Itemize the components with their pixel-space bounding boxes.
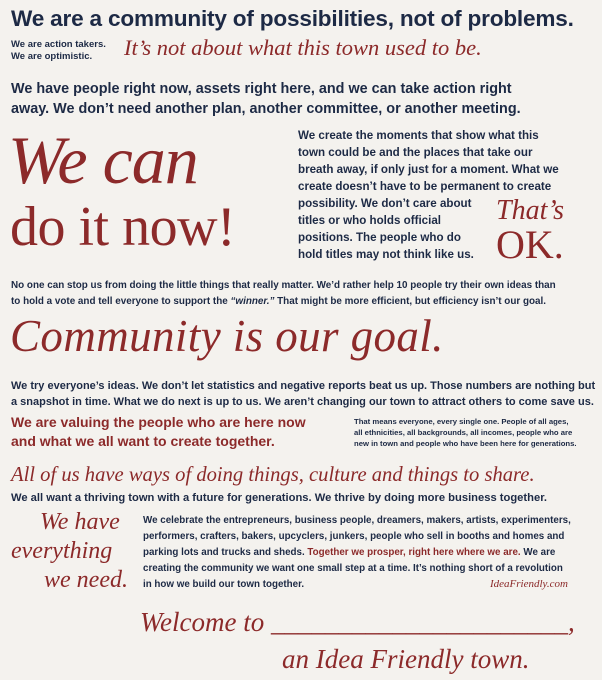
idea-friendly-line: an Idea Friendly town. — [282, 644, 530, 674]
welcome-line: Welcome to ______________________, — [140, 607, 575, 637]
no-one-line-1: No one can stop us from doing the little things that really matter. We’d rather help 10 people try their own ideas than — [11, 280, 556, 291]
celebrate-line-4: creating the community we want one small step at a time. It’s nothing short of a revolution — [143, 563, 563, 574]
we-need-heading: we need. — [44, 567, 128, 593]
do-it-now-heading: do it now! — [10, 196, 236, 258]
no-one-line-2 — [11, 296, 546, 307]
everything-heading: everything — [11, 538, 113, 564]
ok-heading: OK. — [496, 222, 564, 267]
we-can-heading: We can — [8, 122, 198, 198]
intro-line-2: away. We don’t need another plan, another committee, or another meeting. — [11, 101, 521, 117]
thats-heading: That’s — [496, 195, 564, 226]
valuing-line-1: We are valuing the people who are here now — [11, 414, 306, 430]
celebrate-line-3-start: parking lots and trucks and sheds. — [143, 547, 305, 558]
moments-line-4: create doesn’t have to be permanent to create — [298, 180, 552, 193]
action-takers-text: We are action takers. — [11, 39, 106, 50]
moments-line-1: We create the moments that show what this — [298, 129, 539, 142]
no-one-line-2-start: to hold a vote and tell everyone to support the — [11, 296, 228, 307]
moments-line-3: breath away, if only just for a moment. What we — [298, 163, 559, 176]
celebrate-line-5: in how we build our town together. — [143, 579, 305, 590]
moments-line-2: town could be and the places that take our — [298, 146, 533, 159]
moments-line-5: possibility. We don’t care about — [298, 197, 472, 210]
community-goal-heading: Community is our goal. — [10, 311, 444, 361]
all-of-us-heading: All of us have ways of doing things, culture and things to share. — [11, 464, 535, 486]
moments-line-8: hold titles may not think like us. — [298, 248, 474, 261]
celebrate-line-3-end: We are — [523, 547, 556, 558]
winner-emphasis: “winner.” — [230, 296, 275, 307]
try-ideas-line-2: a snapshot in time. What we do next is up to us. We aren’t changing our town to attract others to come save us. — [11, 396, 594, 408]
valuing-line-2: and what we all want to create together. — [11, 433, 275, 449]
celebrate-line-2: performers, crafters, bakers, upcyclers, junkers, people who sell in booths and homes and — [143, 531, 565, 542]
optimistic-text: We are optimistic. — [11, 51, 93, 62]
prosper-highlight: Together we prosper, right here where we are. — [307, 547, 521, 558]
celebrate-line-1: We celebrate the entrepreneurs, business people, dreamers, makers, artists, experimenters, — [143, 515, 571, 526]
celebrate-line-3 — [143, 547, 555, 558]
credit-text: IdeaFriendly.com — [490, 578, 568, 590]
moments-line-7: positions. The people who do — [298, 231, 461, 244]
tagline: It’s not about what this town used to be. — [124, 35, 482, 60]
we-have-heading: We have — [40, 509, 120, 535]
headline: We are a community of possibilities, not of problems. — [11, 6, 574, 31]
everyone-line-2: all ethnicities, all backgrounds, all incomes, people who are — [354, 428, 573, 437]
moments-line-6: titles or who holds official — [298, 214, 441, 227]
everyone-line-1: That means everyone, every single one. People of all ages, — [354, 417, 569, 426]
thriving-text: We all want a thriving town with a future for generations. We thrive by doing more business together. — [11, 492, 548, 504]
everyone-line-3: new in town and people who have been here for generations. — [354, 439, 577, 448]
no-one-line-2-end: That might be more efficient, but efficiency isn’t our goal. — [277, 296, 546, 307]
intro-line-1: We have people right now, assets right here, and we can take action right — [11, 81, 512, 97]
try-ideas-line-1: We try everyone’s ideas. We don’t let statistics and negative reports beat us up. Those numbers are nothing but — [11, 380, 596, 392]
